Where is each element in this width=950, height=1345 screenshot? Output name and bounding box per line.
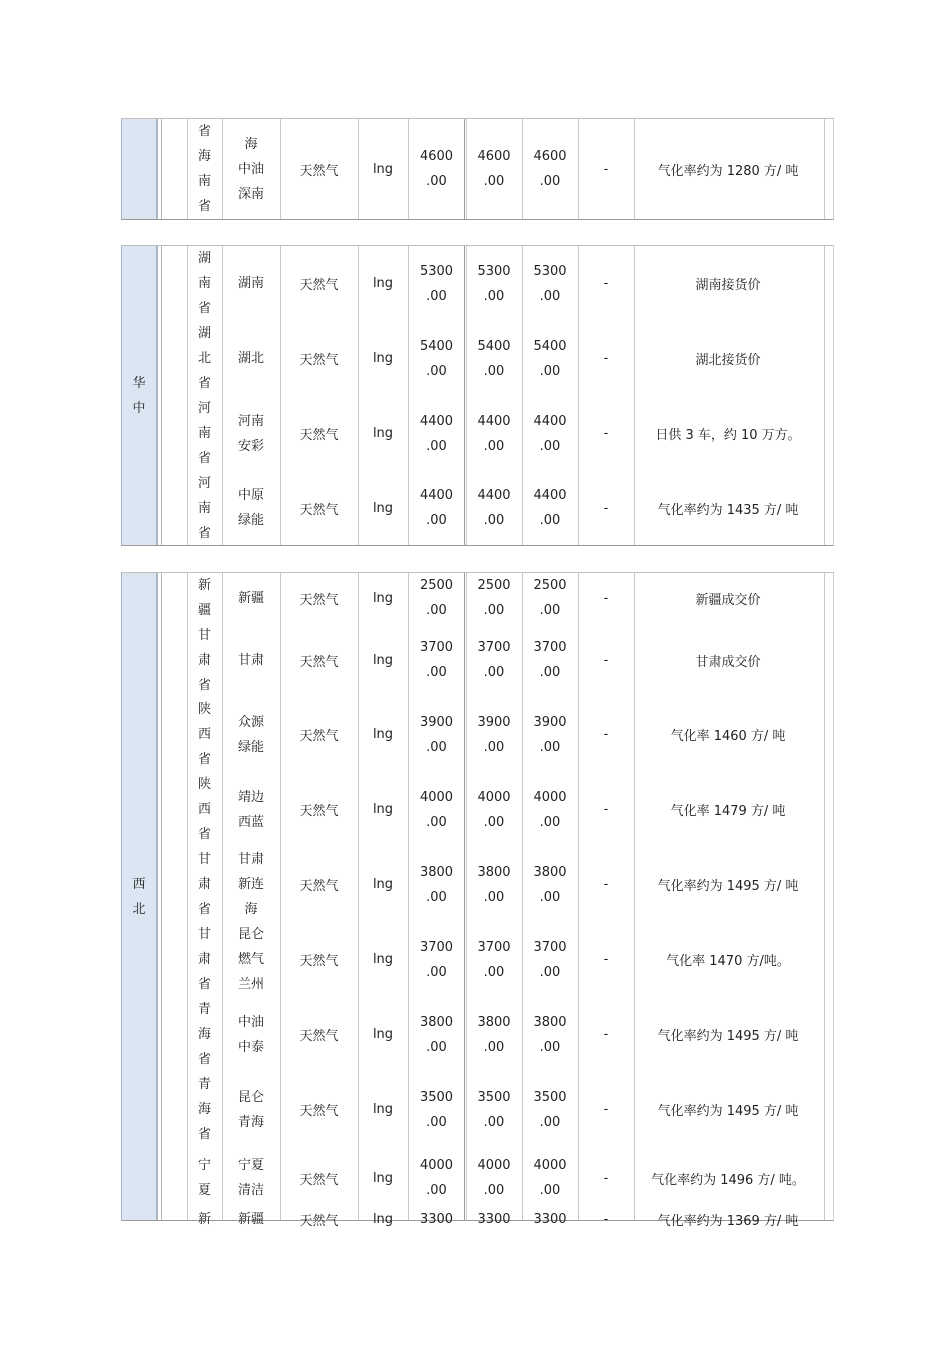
region-label: 西 北 (132, 876, 146, 917)
p1-text: 3300 (419, 1212, 454, 1227)
company-cell (223, 321, 279, 396)
note-cell (635, 997, 821, 1072)
type-text: 天然气 (299, 163, 339, 179)
note-text: 甘肃成交价 (695, 654, 761, 670)
company-cell (223, 471, 279, 545)
unit-text: lng (372, 877, 394, 892)
type-text: 天然气 (299, 502, 339, 518)
p1-cell (409, 471, 464, 545)
note-cell (635, 246, 821, 321)
p2-cell (467, 922, 521, 997)
p3-text: 3900 .00 (533, 714, 567, 755)
note-text: 气化率约为 1369 方/ 吨 (657, 1214, 799, 1229)
note-text: 气化率 1479 方/ 吨 (670, 804, 786, 819)
p2-text: 3800 .00 (477, 1014, 511, 1055)
unit-text: lng (372, 426, 394, 441)
type-cell (281, 623, 357, 697)
note-text: 气化率约为 1495 方/ 吨 (657, 1104, 799, 1119)
unit-cell (359, 1209, 407, 1230)
p1-text: 3700 .00 (419, 939, 454, 980)
p3-text: 3700 .00 (533, 640, 567, 680)
change-cell (579, 623, 633, 697)
p3-cell (523, 922, 577, 997)
change-text: - (603, 877, 609, 892)
company-cell (223, 623, 279, 697)
table-row (121, 623, 833, 697)
table-row (121, 772, 833, 847)
province-cell (187, 246, 222, 321)
table-row (121, 847, 833, 922)
p3-cell (523, 623, 577, 697)
note-cell (635, 1209, 821, 1230)
company-cell (223, 1072, 279, 1147)
company-text: 靖边 西蓝 (237, 789, 264, 830)
type-text: 天然气 (299, 592, 339, 608)
change-text: - (603, 652, 609, 668)
p2-text: 5300 .00 (477, 263, 511, 304)
type-cell (281, 997, 357, 1072)
p1-cell (409, 623, 464, 697)
province-text: 甘 肃 省 (197, 927, 211, 992)
p2-cell (467, 1147, 521, 1209)
note-cell (635, 396, 821, 471)
unit-cell (359, 623, 407, 697)
p1-text: 4600 .00 (419, 149, 454, 189)
note-text: 气化率约为 1280 方/ 吨 (657, 163, 799, 179)
p1-text: 4000 .00 (419, 1158, 454, 1198)
company-text: 众源 绿能 (237, 714, 264, 755)
unit-cell (359, 922, 407, 997)
p3-text: 4400 .00 (533, 413, 567, 454)
region-table-block (121, 245, 834, 546)
p1-cell (409, 321, 464, 396)
type-cell (281, 847, 357, 922)
type-text: 天然气 (299, 353, 339, 368)
p2-cell (467, 573, 521, 623)
unit-cell (359, 321, 407, 396)
p3-cell (523, 847, 577, 922)
table-row (121, 922, 833, 997)
p3-text: 4600 .00 (533, 149, 567, 189)
type-text: 天然气 (299, 954, 339, 969)
p1-text: 3500 .00 (419, 1089, 454, 1130)
p3-cell (523, 1072, 577, 1147)
province-text: 河 南 省 (197, 475, 211, 541)
table-row (121, 697, 833, 772)
change-text: - (603, 1102, 609, 1117)
p2-text: 4400 .00 (477, 413, 511, 454)
p2-cell (467, 847, 521, 922)
p3-text: 4400 .00 (533, 488, 567, 528)
unit-cell (359, 119, 407, 219)
unit-cell (359, 847, 407, 922)
unit-text: lng (372, 1027, 394, 1042)
p2-cell (467, 246, 521, 321)
p1-text: 4400 .00 (419, 413, 454, 454)
p2-text: 5400 .00 (477, 338, 511, 379)
change-text: - (603, 1212, 609, 1227)
unit-text: lng (372, 727, 394, 742)
change-cell (579, 471, 633, 545)
province-cell (187, 573, 222, 623)
p1-cell (409, 697, 464, 772)
p2-text: 2500 .00 (477, 578, 511, 618)
province-cell (187, 697, 222, 772)
p3-cell (523, 997, 577, 1072)
unit-cell (359, 1147, 407, 1209)
p2-cell (467, 772, 521, 847)
change-cell (579, 321, 633, 396)
note-cell (635, 321, 821, 396)
unit-text: lng (372, 1102, 394, 1117)
company-text: 中原 绿能 (237, 488, 264, 528)
type-cell (281, 1072, 357, 1147)
p2-cell (467, 119, 521, 219)
province-cell (187, 396, 222, 471)
province-cell (187, 1147, 222, 1209)
table-row (121, 321, 833, 396)
p1-cell (409, 847, 464, 922)
change-text: - (603, 351, 609, 366)
unit-cell (359, 573, 407, 623)
province-cell (187, 922, 222, 997)
company-text: 昆仑 青海 (237, 1089, 264, 1130)
p2-text: 4600 .00 (477, 149, 511, 189)
unit-text: lng (372, 1212, 394, 1227)
p2-text: 3500 .00 (477, 1089, 511, 1130)
change-cell (579, 922, 633, 997)
p2-text: 3800 .00 (477, 864, 511, 905)
province-text: 河 南 省 (197, 401, 211, 466)
p2-text: 4000 .00 (477, 1158, 511, 1198)
change-cell (579, 847, 633, 922)
region-label: 华 中 (132, 375, 146, 416)
p2-text: 3300 (477, 1212, 511, 1227)
note-text: 新疆成交价 (695, 592, 761, 608)
table-row (121, 997, 833, 1072)
unit-cell (359, 697, 407, 772)
province-cell (187, 1072, 222, 1147)
p1-cell (409, 396, 464, 471)
type-text: 天然气 (299, 879, 339, 894)
change-cell (579, 246, 633, 321)
table-row (121, 573, 833, 623)
type-text: 天然气 (299, 278, 339, 293)
p1-text: 3700 .00 (419, 640, 454, 680)
company-cell (223, 922, 279, 997)
unit-text: lng (372, 652, 394, 668)
company-text: 新疆 (237, 1212, 264, 1227)
unit-text: lng (372, 802, 394, 817)
note-text: 气化率 1460 方/ 吨 (670, 729, 786, 744)
company-cell (223, 1209, 279, 1230)
p3-text: 4000 .00 (533, 789, 567, 830)
change-cell (579, 573, 633, 623)
p3-cell (523, 1147, 577, 1209)
change-text: - (603, 727, 609, 742)
p1-cell (409, 1209, 464, 1230)
p2-cell (467, 697, 521, 772)
type-text: 天然气 (299, 1029, 339, 1044)
province-text: 新 疆 (197, 578, 211, 618)
p3-text: 3800 .00 (533, 1014, 567, 1055)
p2-cell (467, 997, 521, 1072)
province-text: 甘 肃 省 (197, 852, 211, 917)
table-row (121, 1147, 833, 1209)
unit-text: lng (372, 351, 394, 366)
company-cell (223, 847, 279, 922)
province-text: 陕 西 省 (197, 777, 211, 842)
p3-text: 5300 .00 (533, 263, 567, 304)
company-text: 海 中油 深南 (237, 136, 264, 202)
p1-cell (409, 1072, 464, 1147)
province-cell (187, 847, 222, 922)
type-text: 天然气 (299, 428, 339, 443)
change-cell (579, 396, 633, 471)
p3-text: 3300 (533, 1212, 567, 1227)
unit-cell (359, 997, 407, 1072)
type-cell (281, 1209, 357, 1230)
p2-cell (467, 321, 521, 396)
table-row (121, 471, 833, 545)
change-text: - (603, 1027, 609, 1042)
type-cell (281, 1147, 357, 1209)
p2-cell (467, 1209, 521, 1230)
note-text: 日供 3 车，约 10 万方。 (655, 428, 801, 443)
p1-cell (409, 997, 464, 1072)
unit-text: lng (372, 161, 394, 177)
province-text: 甘 肃 省 (197, 627, 211, 693)
p1-text: 2500 .00 (419, 578, 454, 618)
change-cell (579, 119, 633, 219)
note-cell (635, 573, 821, 623)
table-row (121, 119, 833, 219)
change-text: - (603, 952, 609, 967)
province-text: 湖 北 省 (197, 326, 211, 391)
note-text: 湖南接货价 (695, 278, 761, 293)
p3-cell (523, 573, 577, 623)
p3-cell (523, 119, 577, 219)
p1-text: 3800 .00 (419, 1014, 454, 1055)
p3-text: 3500 .00 (533, 1089, 567, 1130)
note-cell (635, 623, 821, 697)
province-cell (187, 997, 222, 1072)
company-text: 宁夏 清洁 (237, 1158, 264, 1198)
p1-cell (409, 119, 464, 219)
province-cell (187, 321, 222, 396)
p1-text: 5400 .00 (419, 338, 454, 379)
company-cell (223, 396, 279, 471)
company-cell (223, 772, 279, 847)
note-cell (635, 847, 821, 922)
company-text: 河南 安彩 (237, 413, 264, 454)
p3-cell (523, 697, 577, 772)
province-text: 湖 南 省 (197, 251, 211, 316)
p3-cell (523, 246, 577, 321)
company-cell (223, 1147, 279, 1209)
company-text: 昆仑 燃气 兰州 (237, 927, 264, 992)
change-cell (579, 997, 633, 1072)
p2-cell (467, 471, 521, 545)
province-text: 省 海 南 省 (197, 124, 211, 214)
p1-cell (409, 922, 464, 997)
p1-text: 3900 .00 (419, 714, 454, 755)
note-cell (635, 922, 821, 997)
p2-cell (467, 396, 521, 471)
p3-text: 4000 .00 (533, 1158, 567, 1198)
p3-cell (523, 471, 577, 545)
unit-text: lng (372, 952, 394, 967)
province-text: 青 海 省 (197, 1077, 211, 1142)
change-cell (579, 1072, 633, 1147)
change-text: - (603, 276, 609, 291)
province-cell (187, 772, 222, 847)
p1-cell (409, 573, 464, 623)
p1-text: 3800 .00 (419, 864, 454, 905)
unit-cell (359, 471, 407, 545)
table-row (121, 396, 833, 471)
p3-text: 3800 .00 (533, 864, 567, 905)
note-text: 气化率约为 1495 方/ 吨 (657, 1029, 799, 1044)
province-cell (187, 623, 222, 697)
p1-cell (409, 246, 464, 321)
p2-text: 4400 .00 (477, 488, 511, 528)
p1-text: 5300 .00 (419, 263, 454, 304)
province-cell (187, 471, 222, 545)
p2-text: 3700 .00 (477, 939, 511, 980)
company-cell (223, 246, 279, 321)
province-text: 青 海 省 (197, 1002, 211, 1067)
type-cell (281, 119, 357, 219)
change-cell (579, 697, 633, 772)
note-cell (635, 471, 821, 545)
unit-cell (359, 772, 407, 847)
unit-cell (359, 246, 407, 321)
p3-text: 2500 .00 (533, 578, 567, 618)
note-text: 气化率约为 1435 方/ 吨 (657, 502, 799, 518)
type-text: 天然气 (299, 1214, 339, 1229)
company-text: 中油 中泰 (237, 1014, 264, 1055)
type-cell (281, 321, 357, 396)
p2-text: 3900 .00 (477, 714, 511, 755)
note-cell (635, 772, 821, 847)
change-text: - (603, 1170, 609, 1186)
province-cell (187, 119, 222, 219)
p1-cell (409, 772, 464, 847)
change-text: - (603, 426, 609, 441)
company-text: 新疆 (237, 590, 264, 606)
p2-cell (467, 623, 521, 697)
table-row (121, 1209, 833, 1230)
unit-cell (359, 396, 407, 471)
note-cell (635, 697, 821, 772)
note-cell (635, 1147, 821, 1209)
p3-cell (523, 396, 577, 471)
p2-text: 4000 .00 (477, 789, 511, 830)
change-text: - (603, 802, 609, 817)
table-row (121, 1072, 833, 1147)
change-text: - (603, 500, 609, 516)
type-text: 天然气 (299, 1172, 339, 1188)
company-cell (223, 119, 279, 219)
type-cell (281, 772, 357, 847)
p1-text: 4400 .00 (419, 488, 454, 528)
region-table-block (121, 118, 834, 220)
change-cell (579, 1147, 633, 1209)
company-cell (223, 697, 279, 772)
note-text: 气化率约为 1496 方/ 吨。 (651, 1172, 805, 1188)
province-text: 陕 西 省 (197, 702, 211, 767)
p3-cell (523, 772, 577, 847)
type-cell (281, 246, 357, 321)
company-text: 甘肃 (237, 652, 264, 668)
p1-cell (409, 1147, 464, 1209)
company-text: 湖南 (237, 276, 264, 291)
unit-text: lng (372, 590, 394, 606)
province-text: 宁 夏 (197, 1158, 211, 1198)
unit-text: lng (372, 1170, 394, 1186)
p2-cell (467, 1072, 521, 1147)
note-cell (635, 1072, 821, 1147)
type-text: 天然气 (299, 654, 339, 670)
type-text: 天然气 (299, 804, 339, 819)
company-cell (223, 997, 279, 1072)
change-text: - (603, 590, 609, 606)
p3-cell (523, 1209, 577, 1230)
change-text: - (603, 161, 609, 177)
table-row (121, 246, 833, 321)
note-text: 湖北接货价 (695, 353, 761, 368)
type-text: 天然气 (299, 1104, 339, 1119)
note-cell (635, 119, 821, 219)
unit-cell (359, 1072, 407, 1147)
change-cell (579, 1209, 633, 1230)
type-text: 天然气 (299, 729, 339, 744)
company-text: 湖北 (237, 351, 264, 366)
p3-text: 5400 .00 (533, 338, 567, 379)
company-cell (223, 573, 279, 623)
region-table-block (121, 572, 834, 1229)
type-cell (281, 471, 357, 545)
note-text: 气化率 1470 方/吨。 (666, 954, 790, 969)
p2-text: 3700 .00 (477, 640, 511, 680)
p3-cell (523, 321, 577, 396)
type-cell (281, 396, 357, 471)
province-cell (187, 1209, 222, 1230)
note-text: 气化率约为 1495 方/ 吨 (657, 879, 799, 894)
p1-text: 4000 .00 (419, 789, 454, 830)
p3-text: 3700 .00 (533, 939, 567, 980)
type-cell (281, 573, 357, 623)
type-cell (281, 922, 357, 997)
unit-text: lng (372, 276, 394, 291)
change-cell (579, 772, 633, 847)
unit-text: lng (372, 500, 394, 516)
type-cell (281, 697, 357, 772)
company-text: 甘肃 新连 海 (237, 852, 264, 917)
province-text: 新 (197, 1212, 211, 1227)
